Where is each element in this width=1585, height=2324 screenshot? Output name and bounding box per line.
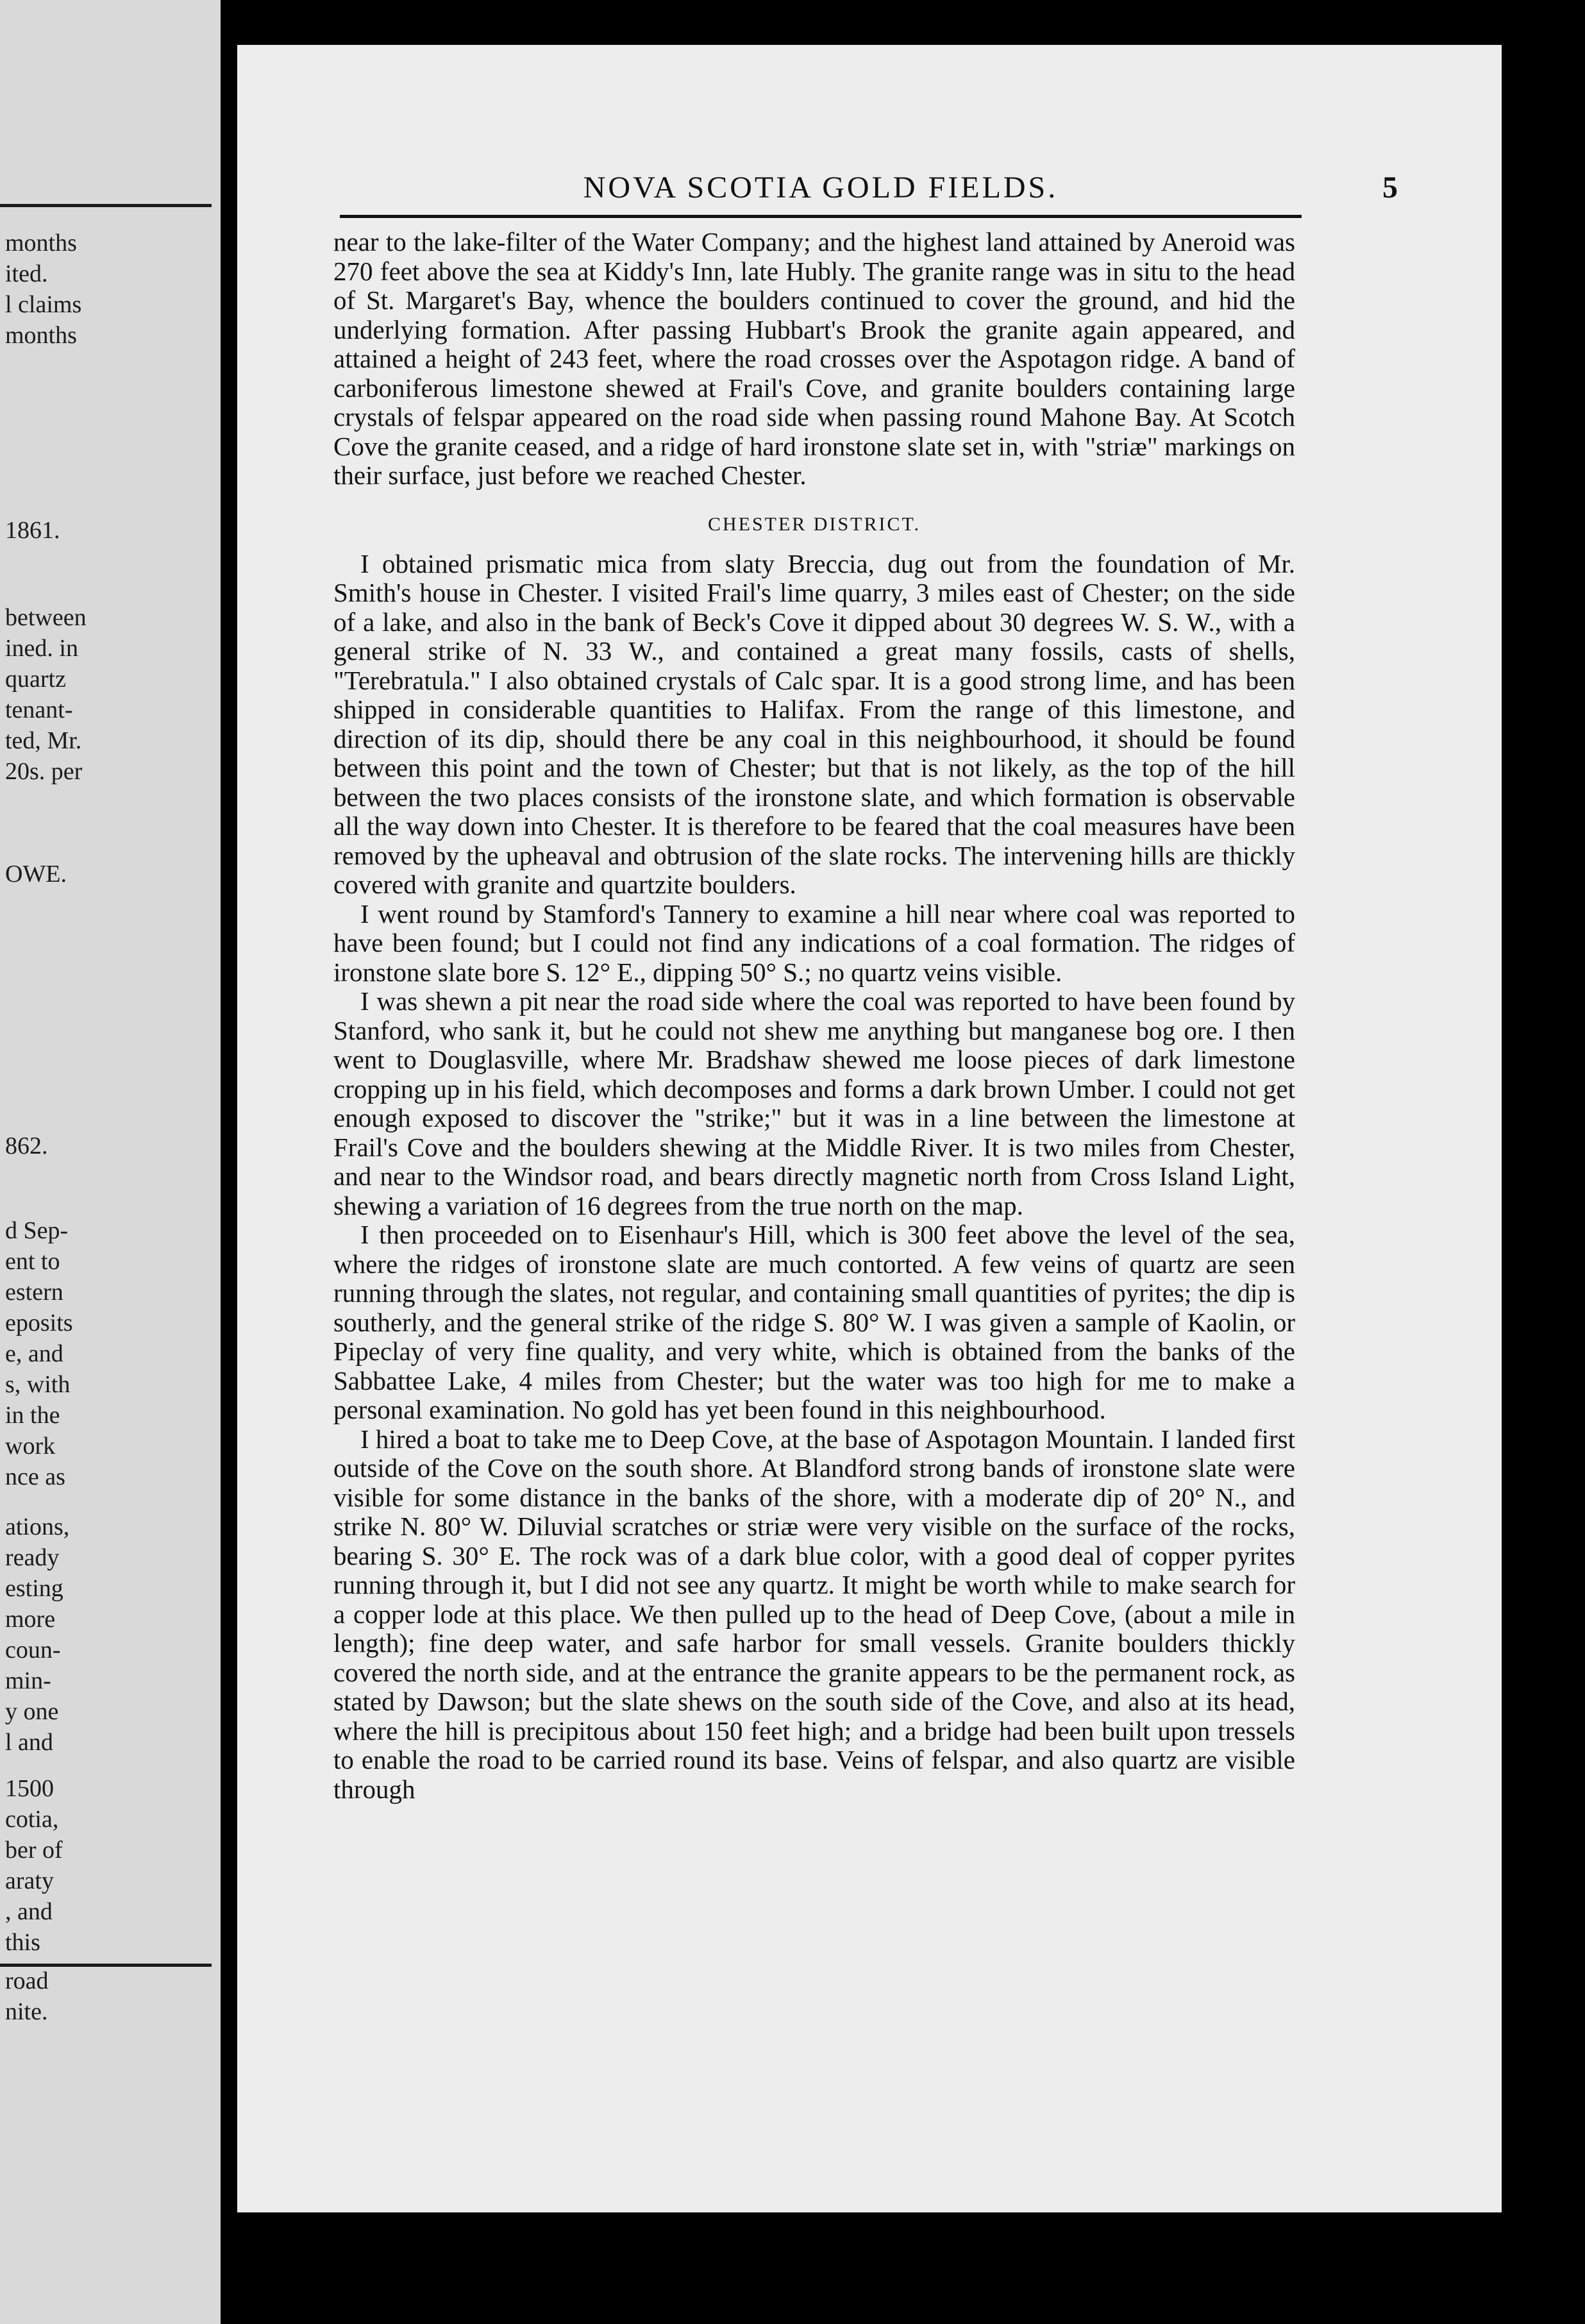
left-fragment: months xyxy=(5,230,77,257)
left-fragment: nce as xyxy=(5,1463,65,1490)
left-fragment: cotia, xyxy=(5,1806,59,1833)
left-fragment: e, and xyxy=(5,1340,63,1367)
left-fragment: estern xyxy=(5,1279,63,1306)
facing-page-fragment xyxy=(0,0,221,2324)
left-fragment: 1500 xyxy=(5,1775,54,1802)
left-fragment: road xyxy=(5,1967,49,1994)
left-fragment: tenant- xyxy=(5,696,73,723)
paragraph: I went round by Stamford's Tannery to examine a hill near where coal was reported to have been found; but I could not find any indications of a coal formation. The ridges of ironstone slate bore S. 12° E., dipping 50° S.; no quartz veins visible. xyxy=(333,898,1295,987)
left-fragment: esting xyxy=(5,1575,63,1602)
facing-page-rule xyxy=(0,1964,212,1967)
left-fragment: this xyxy=(5,1929,40,1956)
running-title: NOVA SCOTIA GOLD FIELDS. xyxy=(583,171,1059,205)
left-fragment: work xyxy=(5,1433,56,1460)
left-fragment: s, with xyxy=(5,1371,71,1398)
left-fragment: ber of xyxy=(5,1837,63,1864)
header-rule xyxy=(340,215,1302,218)
left-fragment: y one xyxy=(5,1698,59,1725)
left-fragment: araty xyxy=(5,1867,54,1894)
left-fragment: ined. in xyxy=(5,635,78,662)
left-fragment: quartz xyxy=(5,666,66,693)
left-fragment: l claims xyxy=(5,291,82,318)
left-fragment: OWE. xyxy=(5,861,67,888)
left-fragment: ited. xyxy=(5,260,48,287)
page xyxy=(237,45,1502,2212)
intro-paragraph: near to the lake-filter of the Water Company; and the highest land attained by Aneroid was 270 feet above the sea at Kiddy's Inn, late Hubly. The granite range was in situ to the head of St. Margaret's Bay, whence the boulders continued to cover the ground, and hid the underlying formation. After passing Hubbart's Brook the granite again appeared, and attained a height of 243 feet, where the road crosses over the Aspotagon ridge. A band of carboniferous limestone shewed at Frail's Cove, and granite boulders containing large crystals of felspar appeared on the road side when passing round Mahone Bay. At Scotch Cove the granite ceased, and a ridge of hard ironstone slate set in, with "striæ" markings on their surface, just before we reached Chester. xyxy=(333,227,1295,490)
left-fragment: between xyxy=(5,604,87,631)
left-fragment: more xyxy=(5,1606,56,1633)
paragraph: I was shewn a pit near the road side where the coal was reported to have been found by Stanford, who sank it, but he could not shew me anything but manganese bog ore. I then went to Douglasville, where Mr. Bradshaw shewed me loose pieces of dark limestone cropping up in his field, which decomposes and forms a dark brown Umber. I could not get enough exposed to discover the "strike;" but it was in a line between the limestone at Frail's Cove and the boulders shewing at the Middle River. It is two miles from Chester, and near to the Windsor road, and bears directly magnetic north from Cross Island Light, shewing a variation of 16 degrees from the true north on the map. xyxy=(333,986,1295,1220)
left-fragment: min- xyxy=(5,1667,51,1694)
left-fragment: , and xyxy=(5,1898,53,1925)
left-fragment: coun- xyxy=(5,1637,61,1663)
left-fragment: 20s. per xyxy=(5,758,83,785)
left-fragment: 862. xyxy=(5,1133,48,1159)
left-fragment: in the xyxy=(5,1402,60,1429)
left-fragment: 1861. xyxy=(5,517,60,544)
left-fragment: l and xyxy=(5,1729,53,1756)
left-fragment: ations, xyxy=(5,1513,70,1540)
running-header xyxy=(340,170,1398,208)
gutter xyxy=(221,0,237,2324)
paragraph: I hired a boat to take me to Deep Cove, at the base of Aspotagon Mountain. I landed first outside of the Cove on the south shore. At Blandford strong bands of ironstone slate were visible for some distance in the banks of the shore, with a moderate dip of 20° N., and strike N. 80° W. Diluvial scratches or striæ were very visible on the surface of the rocks, bearing S. 30° E. The rock was of a dark blue color, with a good deal of copper pyrites running through it, but I did not see any quartz. It might be worth while to make search for a copper lode at this place. We then pulled up to the head of Deep Cove, (about a mile in length); fine deep water, and safe harbor for small vessels. Granite boulders thickly covered the north side, and at the entrance the granite appears to be the permanent rock, as stated by Dawson; but the slate shews on the south side of the Cove, and also at its head, where the hill is precipitous about 150 feet high; and a bridge had been built upon tressels to enable the road to be carried round its base. Veins of felspar, and also quartz are visible through xyxy=(333,1424,1295,1804)
left-fragment: months xyxy=(5,322,77,349)
left-fragment: ted, Mr. xyxy=(5,727,82,754)
page-number: 5 xyxy=(1382,171,1398,205)
paragraph: I obtained prismatic mica from slaty Breccia, dug out from the foundation of Mr. Smith's house in Chester. I visited Frail's lime quarry, 3 miles east of Chester; on the side of a lake, and also in the bank of Beck's Cove it dipped about 30 degrees W. S. W., with a general strike of N. 33 W., and contained a great many fossils, casts of shells, "Terebratula." I also obtained crystals of Calc spar. It is a good strong lime, and has been shipped in considerable quantities to Halifax. From the range of this limestone, and direction of its dip, should there be any coal in this neighbourhood, it should be found between this point and the town of Chester; but that is not likely, as the top of the hill between the two places consists of the ironstone slate, and which formation is observable all the way down into Chester. It is therefore to be feared that the coal measures have been removed by the upheaval and obtrusion of the slate rocks. The intervening hills are thickly covered with granite and quartzite boulders. xyxy=(333,548,1295,899)
left-fragment: ready xyxy=(5,1544,60,1571)
left-fragment: ent to xyxy=(5,1248,60,1275)
body-text xyxy=(333,228,1295,1804)
paragraph: I then proceeded on to Eisenhaur's Hill, which is 300 feet above the level of the sea, where the ridges of ironstone slate are much contorted. A few veins of quartz are seen running through the slates, not regular, and containing small quantities of pyrites; the dip is southerly, and the general strike of the ridge S. 80° W. I was given a sample of Kaolin, or Pipeclay of very fine quality, and very white, which is obtained from the banks of the Sabbattee Lake, 4 miles from Chester; but the water was too high for me to make a personal examination. No gold has yet been found in this neighbourhood. xyxy=(333,1220,1295,1424)
left-fragment: nite. xyxy=(5,1998,48,2025)
facing-page-rule xyxy=(0,204,212,207)
left-fragment: eposits xyxy=(5,1309,73,1336)
left-fragment: d Sep- xyxy=(5,1217,69,1244)
section-heading: CHESTER DISTRICT. xyxy=(707,513,921,535)
